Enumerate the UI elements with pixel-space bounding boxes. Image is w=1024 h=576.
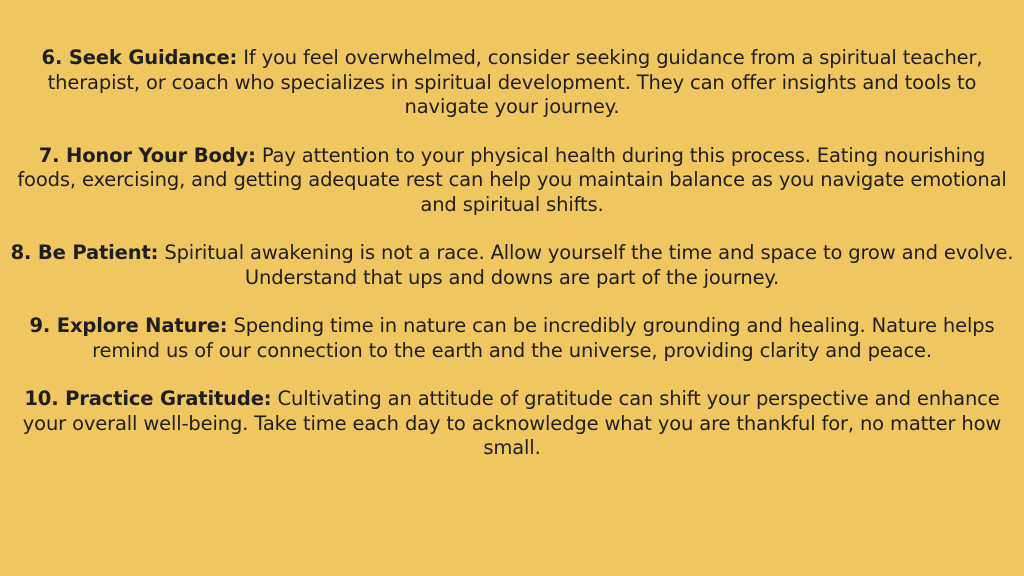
tip-body: Pay attention to your physical health during this process. Eating nourishing foods, exercising, and getting adequate rest can help you maintain balance as you navigate emotional and spiritual shifts. xyxy=(17,143,1007,216)
tip-body: If you feel overwhelmed, consider seeking guidance from a spiritual teacher, therapist, or coach who specializes in spiritual development. They can offer insights and tools to navigate your journey. xyxy=(47,46,983,118)
tip-heading: 7. Honor Your Body: xyxy=(38,143,256,167)
tip-honor-your-body xyxy=(8,144,1016,218)
tip-body: Spiritual awakening is not a race. Allow yourself the time and space to grow and evolve. Understand that ups and downs are part of the journey. xyxy=(164,241,1014,289)
tip-explore-nature xyxy=(8,314,1016,363)
tip-heading: 6. Seek Guidance: xyxy=(41,46,238,69)
tip-body: Spending time in nature can be incredibly grounding and healing. Nature helps remind us of our connection to the earth and the universe, providing clarity and peace. xyxy=(92,314,995,362)
slide-content xyxy=(8,46,1016,485)
tip-seek-guidance xyxy=(8,46,1016,120)
tip-heading: 9. Explore Nature: xyxy=(29,314,228,337)
tip-heading: 8. Be Patient: xyxy=(10,241,159,264)
tip-be-patient xyxy=(8,241,1016,290)
tip-body: Cultivating an attitude of gratitude can shift your perspective and enhance your overall well-being. Take time each day to acknowledge what you are thankful for, no matter how small. xyxy=(22,387,1002,459)
tip-heading: 10. Practice Gratitude: xyxy=(24,387,272,410)
tip-practice-gratitude xyxy=(8,387,1016,461)
